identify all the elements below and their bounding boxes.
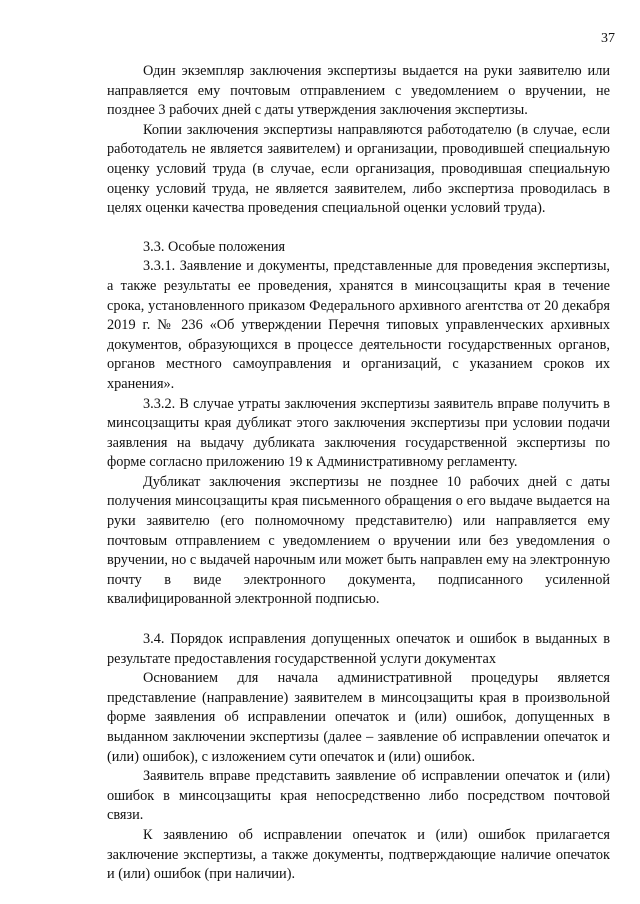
section-heading-3-4: 3.4. Порядок исправления допущенных опечаток и ошибок в выданных в результате предоставления государственной услуги документах (107, 631, 610, 667)
paragraph-copies-sent: Копии заключения экспертизы направляются работодателю (в случае, если работодатель не является заявителем) и организации, проводившей специальную оценку условий труда (в случае, если организация, проводившая специальную оценку условий труда, не является заявителем, либо экспертиза проводилась в целях оценки качества проведения специальной оценки условий труда). (107, 121, 610, 217)
paragraph-copy-issuance: Один экземпляр заключения экспертизы выдается на руки заявителю или направляется ему почтовым отправлением с уведомлением о вручении, не позднее 3 рабочих дней с даты утверждения заключения экспертизы. (107, 63, 610, 119)
document-body (107, 62, 610, 885)
paragraph-applicant-right: Заявитель вправе представить заявление об исправлении опечаток и (или) ошибок в минсоцзащиты края непосредственно либо посредством почтовой связи. (107, 768, 610, 824)
section-heading-3-3: 3.3. Особые положения (143, 238, 286, 255)
paragraph-procedure-basis: Основанием для начала административной процедуры является представление (направление) заявителем в минсоцзащиты края в произвольной форме заявления об исправлении опечаток и (или) ошибок, допущенных в выданном заключении экспертизы (далее – заявление об исправлении опечаток и (или) ошибок), с изложением сути опечаток и (или) ошибок. (107, 670, 610, 765)
page-number: 37 (601, 31, 615, 46)
paragraph-3-3-1: 3.3.1. Заявление и документы, представленные для проведения экспертизы, а также результаты ее проведения, хранятся в минсоцзащиты края в течение срока, установленного приказом Федерального архивного агентства от 20 декабря 2019 г. № 236 «Об утверждении Перечня типовых управленческих архивных документов, образующихся в процессе деятельности государственных органов, органов местного самоуправления и организаций, с указанием сроков их хранения». (107, 258, 610, 392)
paragraph-duplicate: Дубликат заключения экспертизы не позднее 10 рабочих дней с даты получения минсоцзащиты края письменного обращения о его выдаче выдается на руки заявителю (его полномочному представителю) или направляется ему почтовым отправлением с уведомлением о вручении или без уведомления о вручении, но с выдачей нарочным или может быть направлен ему на электронную почту в виде электронного документа, подписанного усиленной квалифицированной электронной подписью. (107, 473, 610, 608)
paragraph-attachments: К заявлению об исправлении опечаток и (или) ошибок прилагается заключение экспертизы, а также документы, подтверждающие наличие опечаток и (или) ошибок (при наличии). (107, 826, 610, 883)
paragraph-3-3-2: 3.3.2. В случае утраты заключения экспертизы заявитель вправе получить в минсоцзащиты края дубликат этого заключения экспертизы при условии подачи заявления на выдачу дубликата заключения государственной экспертизы по форме согласно приложению 19 к Административному регламенту. (107, 395, 610, 471)
